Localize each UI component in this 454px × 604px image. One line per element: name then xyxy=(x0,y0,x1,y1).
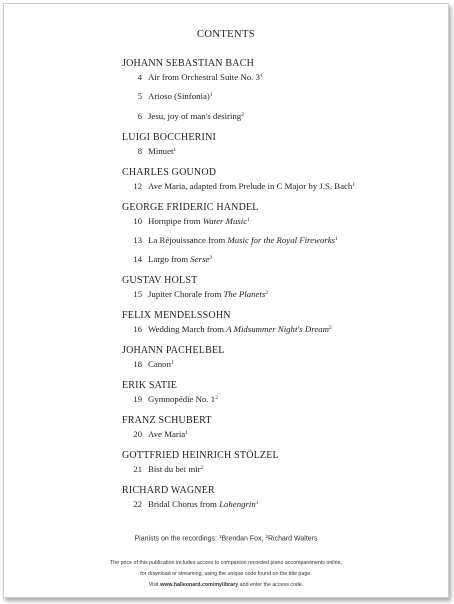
composer-section xyxy=(122,309,442,334)
work-title-italic: Water Music xyxy=(202,215,248,226)
pianist-marker: 1 xyxy=(209,92,213,99)
piece-title xyxy=(148,499,259,509)
toc-entry xyxy=(122,70,442,82)
pianist-marker: 2 xyxy=(200,465,204,472)
page-number: 4 xyxy=(137,72,142,82)
toc-entry xyxy=(122,462,442,474)
notice-enter-code: and enter the access code. xyxy=(238,582,304,588)
piece-text: Wedding March from xyxy=(148,324,227,335)
toc-entry xyxy=(122,322,442,334)
piece-text: Minuet xyxy=(148,145,174,156)
piece-text: Largo from xyxy=(148,254,191,265)
composer-name: GEORGE FRIDERIC HANDEL xyxy=(122,201,259,213)
work-title-italic: Serse xyxy=(190,254,210,265)
page-title: CONTENTS xyxy=(196,29,256,40)
composer-section xyxy=(122,379,442,404)
pianist-marker: 2 xyxy=(329,325,332,332)
work-title-italic: A Midsummer Night's Dream xyxy=(226,324,330,335)
contents-page xyxy=(3,3,449,598)
page-number: 21 xyxy=(133,464,142,475)
pianist-marker: 1 xyxy=(259,73,263,79)
table-of-contents xyxy=(122,57,442,519)
page-number: 6 xyxy=(137,110,142,121)
piece-title xyxy=(148,146,176,156)
pianist-marker: 1 xyxy=(335,235,338,242)
composer-name: LUIGI BOCCHERINI xyxy=(122,131,217,143)
toc-entry xyxy=(122,179,442,191)
toc-entry xyxy=(122,392,442,404)
toc-entry xyxy=(122,497,442,509)
piece-title xyxy=(148,181,355,191)
piece-text: Canon xyxy=(148,359,171,370)
composer-section xyxy=(122,57,442,121)
piece-text: Bist du bei mir xyxy=(148,464,201,475)
composer-section xyxy=(122,484,442,509)
piece-text: Gymnopédie No. 1 xyxy=(148,394,216,405)
toc-entry xyxy=(122,233,442,245)
toc-entry xyxy=(122,89,442,101)
piece-text: La Réjouissance from xyxy=(148,234,228,245)
pianist-marker: 2 xyxy=(241,111,244,118)
piece-title xyxy=(148,289,268,299)
page-number: 8 xyxy=(137,145,142,156)
notice-line-3 xyxy=(4,580,448,591)
page-number: 12 xyxy=(133,180,142,191)
toc-entry xyxy=(122,214,442,226)
page-number: 13 xyxy=(133,234,142,245)
page-number: 10 xyxy=(133,215,142,226)
composer-section xyxy=(122,166,442,191)
notice-line-1: The price of this publication includes access to companion recorded piano accompaniments online, xyxy=(109,560,343,566)
page-number: 19 xyxy=(133,394,142,405)
pianist-marker: 1 xyxy=(173,146,177,153)
composer-name: FELIX MENDELSSOHN xyxy=(122,310,231,322)
work-title-italic: The Planets xyxy=(223,289,266,300)
page-number: 5 xyxy=(137,91,142,102)
pianist-marker: 1 xyxy=(352,181,356,188)
composer-section xyxy=(122,449,442,474)
notice-visit: Visit xyxy=(148,582,161,588)
composer-name: ERIK SATIE xyxy=(122,380,178,392)
work-title-italic: Music for the Royal Fireworks xyxy=(227,234,336,245)
toc-entry xyxy=(122,427,442,439)
toc-entry xyxy=(122,109,442,121)
page-number: 16 xyxy=(133,324,142,335)
pianist-1-name: Brendan Fox, xyxy=(221,535,266,543)
piece-text: Jupiter Chorale from xyxy=(148,289,224,300)
piece-text: Air from Orchestral Suite No. 3 xyxy=(148,72,260,82)
composer-section xyxy=(122,201,442,265)
piece-title xyxy=(148,429,188,439)
composer-section xyxy=(122,131,442,156)
piece-title xyxy=(148,464,203,474)
piece-title xyxy=(148,235,338,245)
piece-title xyxy=(148,111,244,121)
page-number: 20 xyxy=(133,429,142,440)
toc-entry xyxy=(122,144,442,156)
pianist-marker: 2 xyxy=(265,290,269,297)
page-number: 14 xyxy=(133,254,142,265)
access-notice xyxy=(4,558,448,591)
pianist-marker: 2 xyxy=(215,395,218,402)
composer-name: GUSTAV HOLST xyxy=(122,275,198,287)
piece-text: Ave Maria xyxy=(148,429,186,440)
library-url: www.halleonard.com/mylibrary xyxy=(160,582,239,588)
pianist-1-marker: 1 xyxy=(218,534,222,539)
pianist-marker: 1 xyxy=(247,216,250,223)
toc-entry xyxy=(122,287,442,299)
piece-text: Bridal Chorus from xyxy=(148,499,220,510)
piece-text: Jesu, joy of man's desiring xyxy=(148,110,242,121)
pianist-2-marker: 2 xyxy=(265,534,268,539)
composer-section xyxy=(122,344,442,369)
composer-name: JOHANN PACHELBEL xyxy=(122,345,225,357)
pianist-marker: 1 xyxy=(185,430,188,437)
piece-text: Ave Maria, adapted from Prelude in C Major by J.S. Bach xyxy=(148,180,353,191)
piece-title xyxy=(148,91,213,101)
pianist-marker: 2 xyxy=(209,255,213,262)
pianist-2-name: Richard Walters xyxy=(267,535,318,543)
piece-title xyxy=(148,394,218,404)
page-number: 15 xyxy=(133,289,142,300)
piece-title xyxy=(148,254,212,264)
composer-section xyxy=(122,414,442,439)
composer-section xyxy=(122,274,442,299)
page-number: 22 xyxy=(133,499,142,510)
notice-line-2: for download or streaming, using the unique code found on the title page. xyxy=(140,571,312,577)
piece-title xyxy=(148,359,174,369)
work-title-italic: Lohengrin xyxy=(219,499,256,510)
piece-title xyxy=(148,324,332,334)
toc-entry xyxy=(122,357,442,369)
composer-name: RICHARD WAGNER xyxy=(122,485,215,497)
composer-name: CHARLES GOUNOD xyxy=(122,166,217,178)
piece-title xyxy=(148,72,263,82)
pianists-credit xyxy=(4,534,448,543)
toc-entry xyxy=(122,252,442,264)
composer-name: FRANZ SCHUBERT xyxy=(122,415,212,427)
page-number: 18 xyxy=(133,359,142,370)
composer-name: JOHANN SEBASTIAN BACH xyxy=(122,58,254,69)
piece-text: Arioso (Sinfonia) xyxy=(148,91,210,102)
piece-text: Hornpipe from xyxy=(148,215,203,226)
composer-name: GOTTFRIED HEINRICH STÖLZEL xyxy=(122,450,279,462)
pianist-marker: 1 xyxy=(255,500,259,507)
pianist-marker: 1 xyxy=(170,360,174,367)
piece-title xyxy=(148,216,250,226)
pianists-prefix: Pianists on the recordings: xyxy=(134,535,219,543)
